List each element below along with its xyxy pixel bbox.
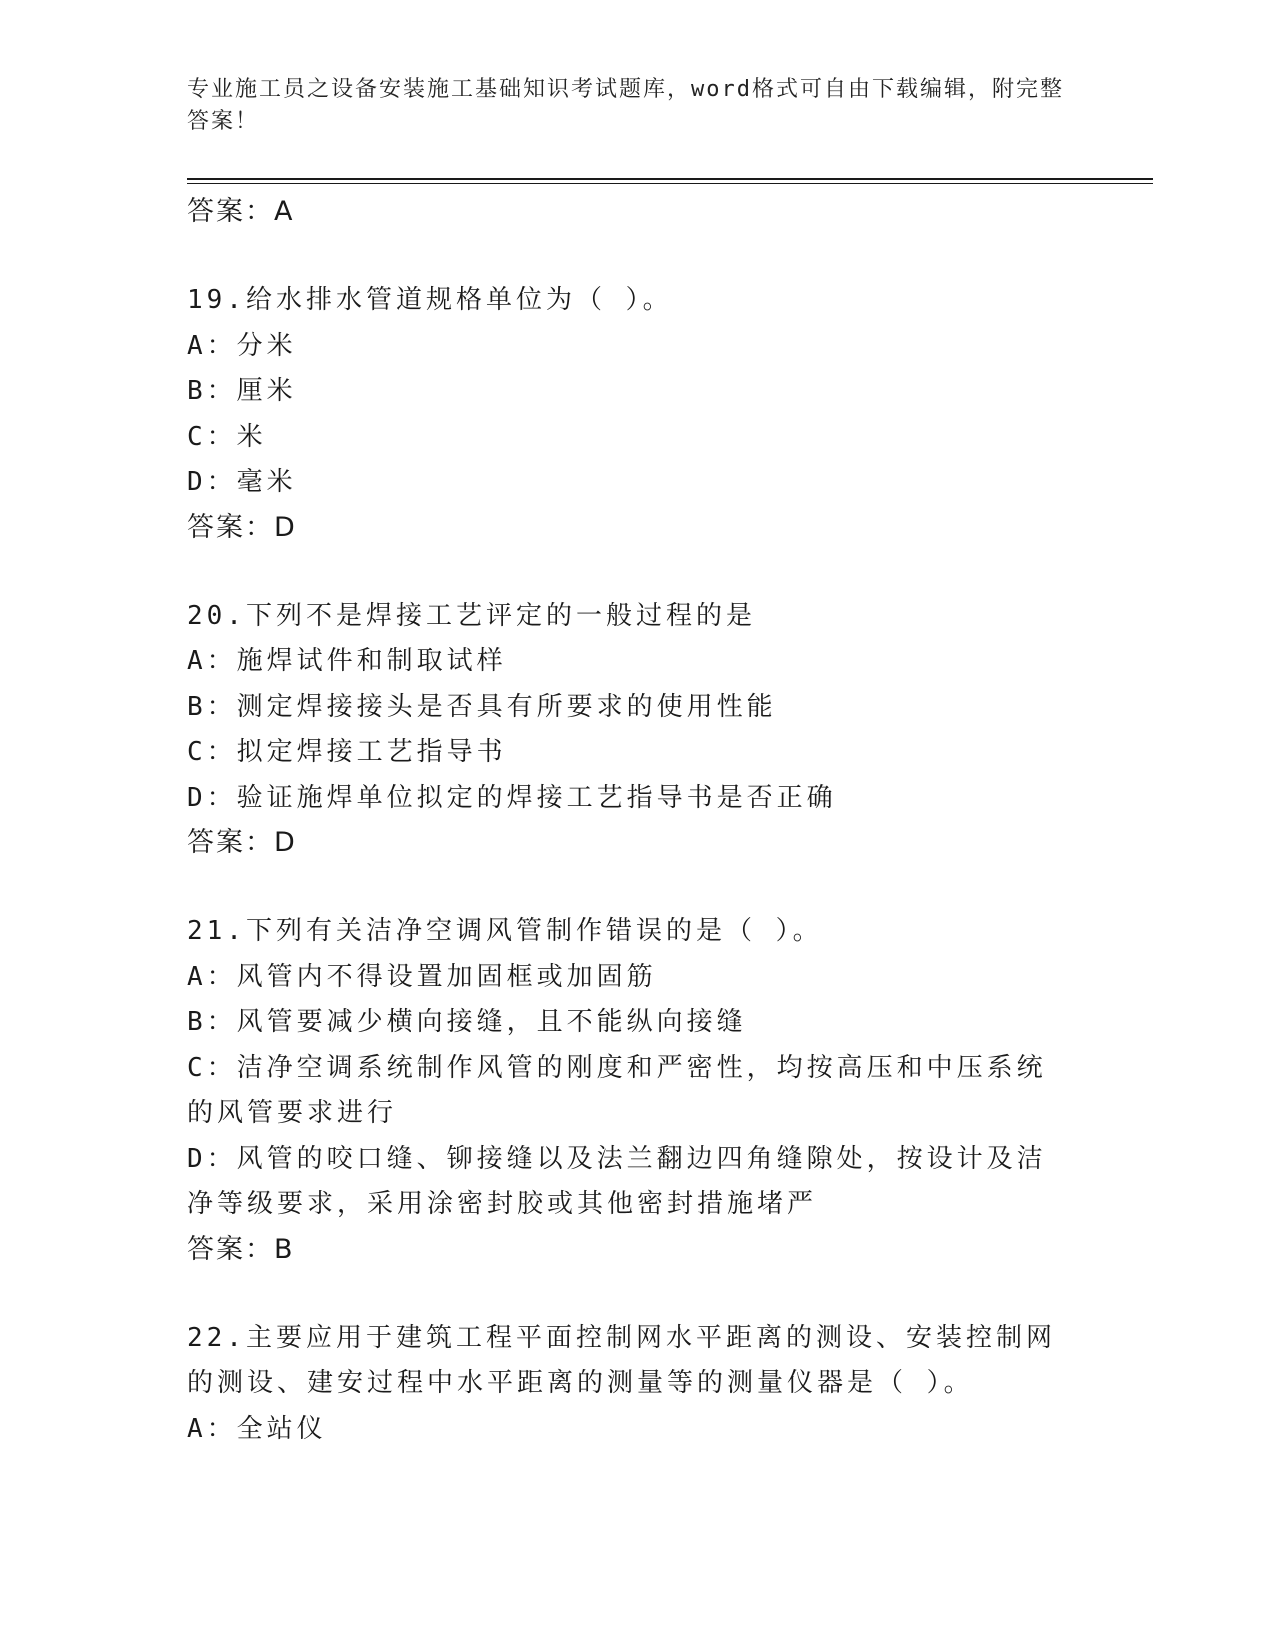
question-list	[187, 190, 1067, 1452]
option-d: D：风管的咬口缝、铆接缝以及法兰翻边四角缝隙处，按设计及洁净等级要求，采用涂密封胶或其他密封措施堵严	[187, 1143, 1047, 1219]
option-a: A：施焊试件和制取试样	[187, 646, 507, 676]
question-19	[187, 278, 1067, 550]
option-c: C：拟定焊接工艺指导书	[187, 737, 507, 767]
option-d: D：验证施焊单位拟定的焊接工艺指导书是否正确	[187, 782, 837, 813]
question-stem: 22.主要应用于建筑工程平面控制网水平距离的测设、安装控制网的测设、建安过程中水平距离的测量等的测量仪器是（ ）。	[187, 1322, 1056, 1398]
answer-line: 答案：D	[187, 827, 297, 858]
option-d: D：毫米	[187, 467, 297, 497]
question-22	[187, 1316, 1067, 1453]
document-header: 专业施工员之设备安装施工基础知识考试题库，word格式可自由下载编辑，附完整答案！	[187, 77, 1064, 134]
question-stem: 21.下列有关洁净空调风管制作错误的是（ ）。	[187, 916, 823, 946]
option-b: B：风管要减少横向接缝，且不能纵向接缝	[187, 1007, 747, 1037]
question-stem: 20.下列不是焊接工艺评定的一般过程的是	[187, 600, 756, 631]
option-a: A：分米	[187, 330, 297, 361]
answer-line: 答案：A	[187, 196, 295, 227]
option-c: C：洁净空调系统制作风管的刚度和严密性，均按高压和中压系统的风管要求进行	[187, 1052, 1047, 1128]
option-b: B：厘米	[187, 376, 297, 406]
option-c: C：米	[187, 421, 267, 452]
option-b: B：测定焊接接头是否具有所要求的使用性能	[187, 691, 777, 722]
question-21	[187, 909, 1067, 1272]
answer-line: 答案：B	[187, 1233, 295, 1265]
option-a: A：全站仪	[187, 1413, 327, 1444]
question-20	[187, 594, 1067, 866]
header-rule-thin	[187, 183, 1153, 184]
question-stem: 19.给水排水管道规格单位为（ ）。	[187, 285, 673, 315]
header-rule-thick	[187, 178, 1153, 180]
answer-line: 答案：D	[187, 511, 297, 543]
option-a: A：风管内不得设置加固框或加固筋	[187, 961, 657, 992]
